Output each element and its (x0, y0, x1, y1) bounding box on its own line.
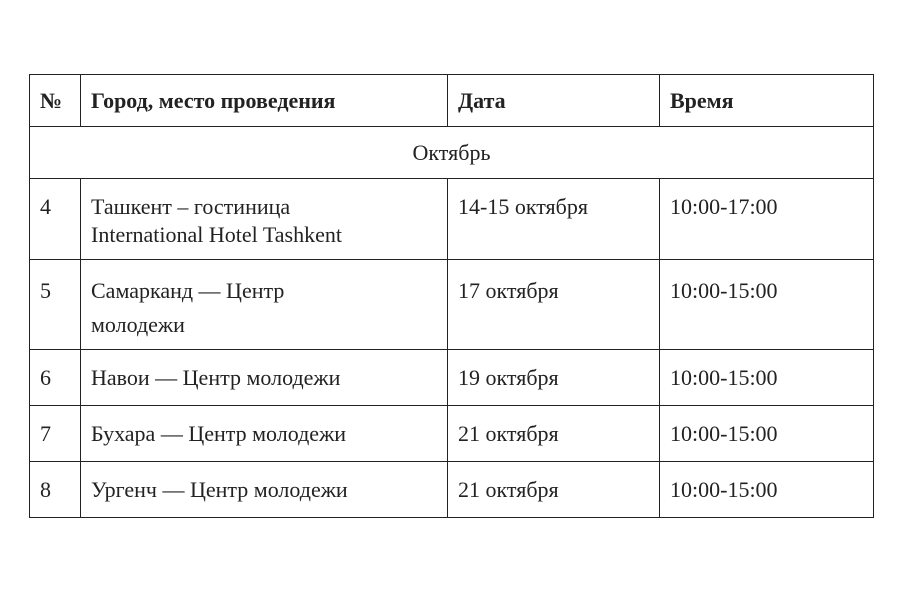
row-num: 4 (30, 179, 81, 260)
row-place-line: International Hotel Tashkent (91, 222, 342, 247)
table-row (30, 179, 874, 260)
header-num: № (30, 75, 81, 127)
row-time: 10:00-15:00 (660, 350, 874, 406)
schedule-table (29, 74, 874, 518)
row-date: 19 октября (448, 350, 660, 406)
row-place (81, 179, 448, 260)
row-place: Ургенч — Центр молодежи (81, 462, 448, 518)
row-time: 10:00-15:00 (660, 406, 874, 462)
header-date: Дата (448, 75, 660, 127)
table-row (30, 406, 874, 462)
header-time: Время (660, 75, 874, 127)
row-place-line: Ташкент – гостиница (91, 194, 291, 219)
header-row (30, 75, 874, 127)
row-num: 7 (30, 406, 81, 462)
row-date: 21 октября (448, 462, 660, 518)
month-row (30, 127, 874, 179)
row-time: 10:00-15:00 (660, 260, 874, 350)
table-row (30, 462, 874, 518)
table-row (30, 260, 874, 350)
row-place-line: Самарканд — Центр (91, 278, 285, 303)
row-num: 8 (30, 462, 81, 518)
row-date: 21 октября (448, 406, 660, 462)
row-place (81, 260, 448, 350)
row-num: 5 (30, 260, 81, 350)
row-place-line: молодежи (91, 312, 185, 337)
month-label: Октябрь (30, 127, 874, 179)
row-place: Бухара — Центр молодежи (81, 406, 448, 462)
table-row (30, 350, 874, 406)
row-place: Навои — Центр молодежи (81, 350, 448, 406)
row-date: 14-15 октября (448, 179, 660, 260)
row-time: 10:00-17:00 (660, 179, 874, 260)
row-date: 17 октября (448, 260, 660, 350)
header-place: Город, место проведения (81, 75, 448, 127)
row-num: 6 (30, 350, 81, 406)
row-time: 10:00-15:00 (660, 462, 874, 518)
